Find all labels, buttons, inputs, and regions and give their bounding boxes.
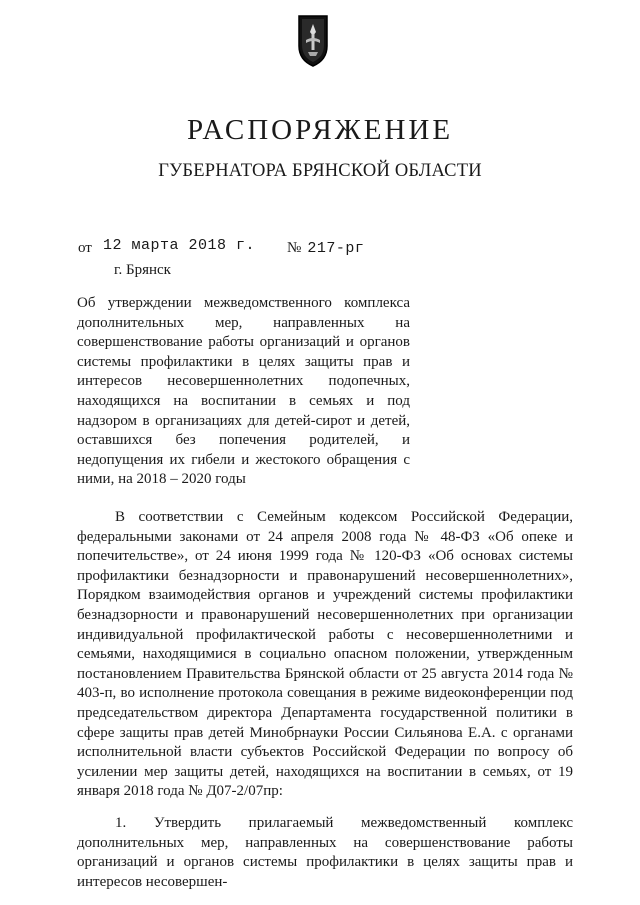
item-1-paragraph: 1. Утвердить прилагаемый межведомственный комплекс дополнительных мер, направленных на совершенствование работы организаций и органов системы профилактики в целях защиты прав и интересов несовершен-	[77, 814, 573, 890]
city: г. Брянск	[114, 262, 171, 278]
document-subject: Об утверждении межведомственного комплекса дополнительных мер, направленных на совершенствование работы организаций и органов системы профилактики в целях защиты прав и интересов несовершеннолетних подопечных, находящихся на воспитании в семьях и под надзором в организациях для детей-сирот и детей, оставшихся без попечения родителей, и недопущения их гибели и жестокого обращения с ними, на 2018 – 2020 годы	[77, 295, 410, 488]
document-title: РАСПОРЯЖЕНИЕ	[186, 114, 454, 146]
coat-of-arms-icon	[296, 12, 330, 68]
preamble-paragraph: В соответствии с Семейным кодексом Российской Федерации, федеральными законами от 24 апреля 2008 года № 48-ФЗ «Об опеке и попечительстве», от 24 июня 1999 года № 120-ФЗ «Об основах системы профилактики безнадзорности и правонарушений несовершеннолетних», Порядком взаимодействия органов и учреждений системы профилактики безнадзорности и правонарушений несовершеннолетних при организации индивидуальной профилактической работы с несовершеннолетними и семьями, находящимися в социально опасном положении, утвержденным постановлением Правительства Брянской области от 25 августа 2014 года № 403-п, во исполнение протокола совещания в режиме видеоконференции под председательством директора Департамента государственной политики в сфере защиты прав детей Минобрнауки России Сильянова Е.А. с органами исполнительной власти субъектов Российской Федерации по вопросу об усилении мер защиты детей, находящихся на воспитании в семьях, от 19 января 2018 года № Д07-2/07пр:	[77, 509, 573, 800]
number-line	[287, 240, 364, 257]
date-label: от	[78, 240, 92, 256]
date-value: 12 марта 2018 г.	[103, 237, 256, 254]
number-label: №	[287, 240, 302, 256]
number-value: 217-рг	[307, 240, 365, 257]
document-subtitle: ГУБЕРНАТОРА БРЯНСКОЙ ОБЛАСТИ	[158, 161, 482, 181]
document-body	[77, 508, 573, 892]
